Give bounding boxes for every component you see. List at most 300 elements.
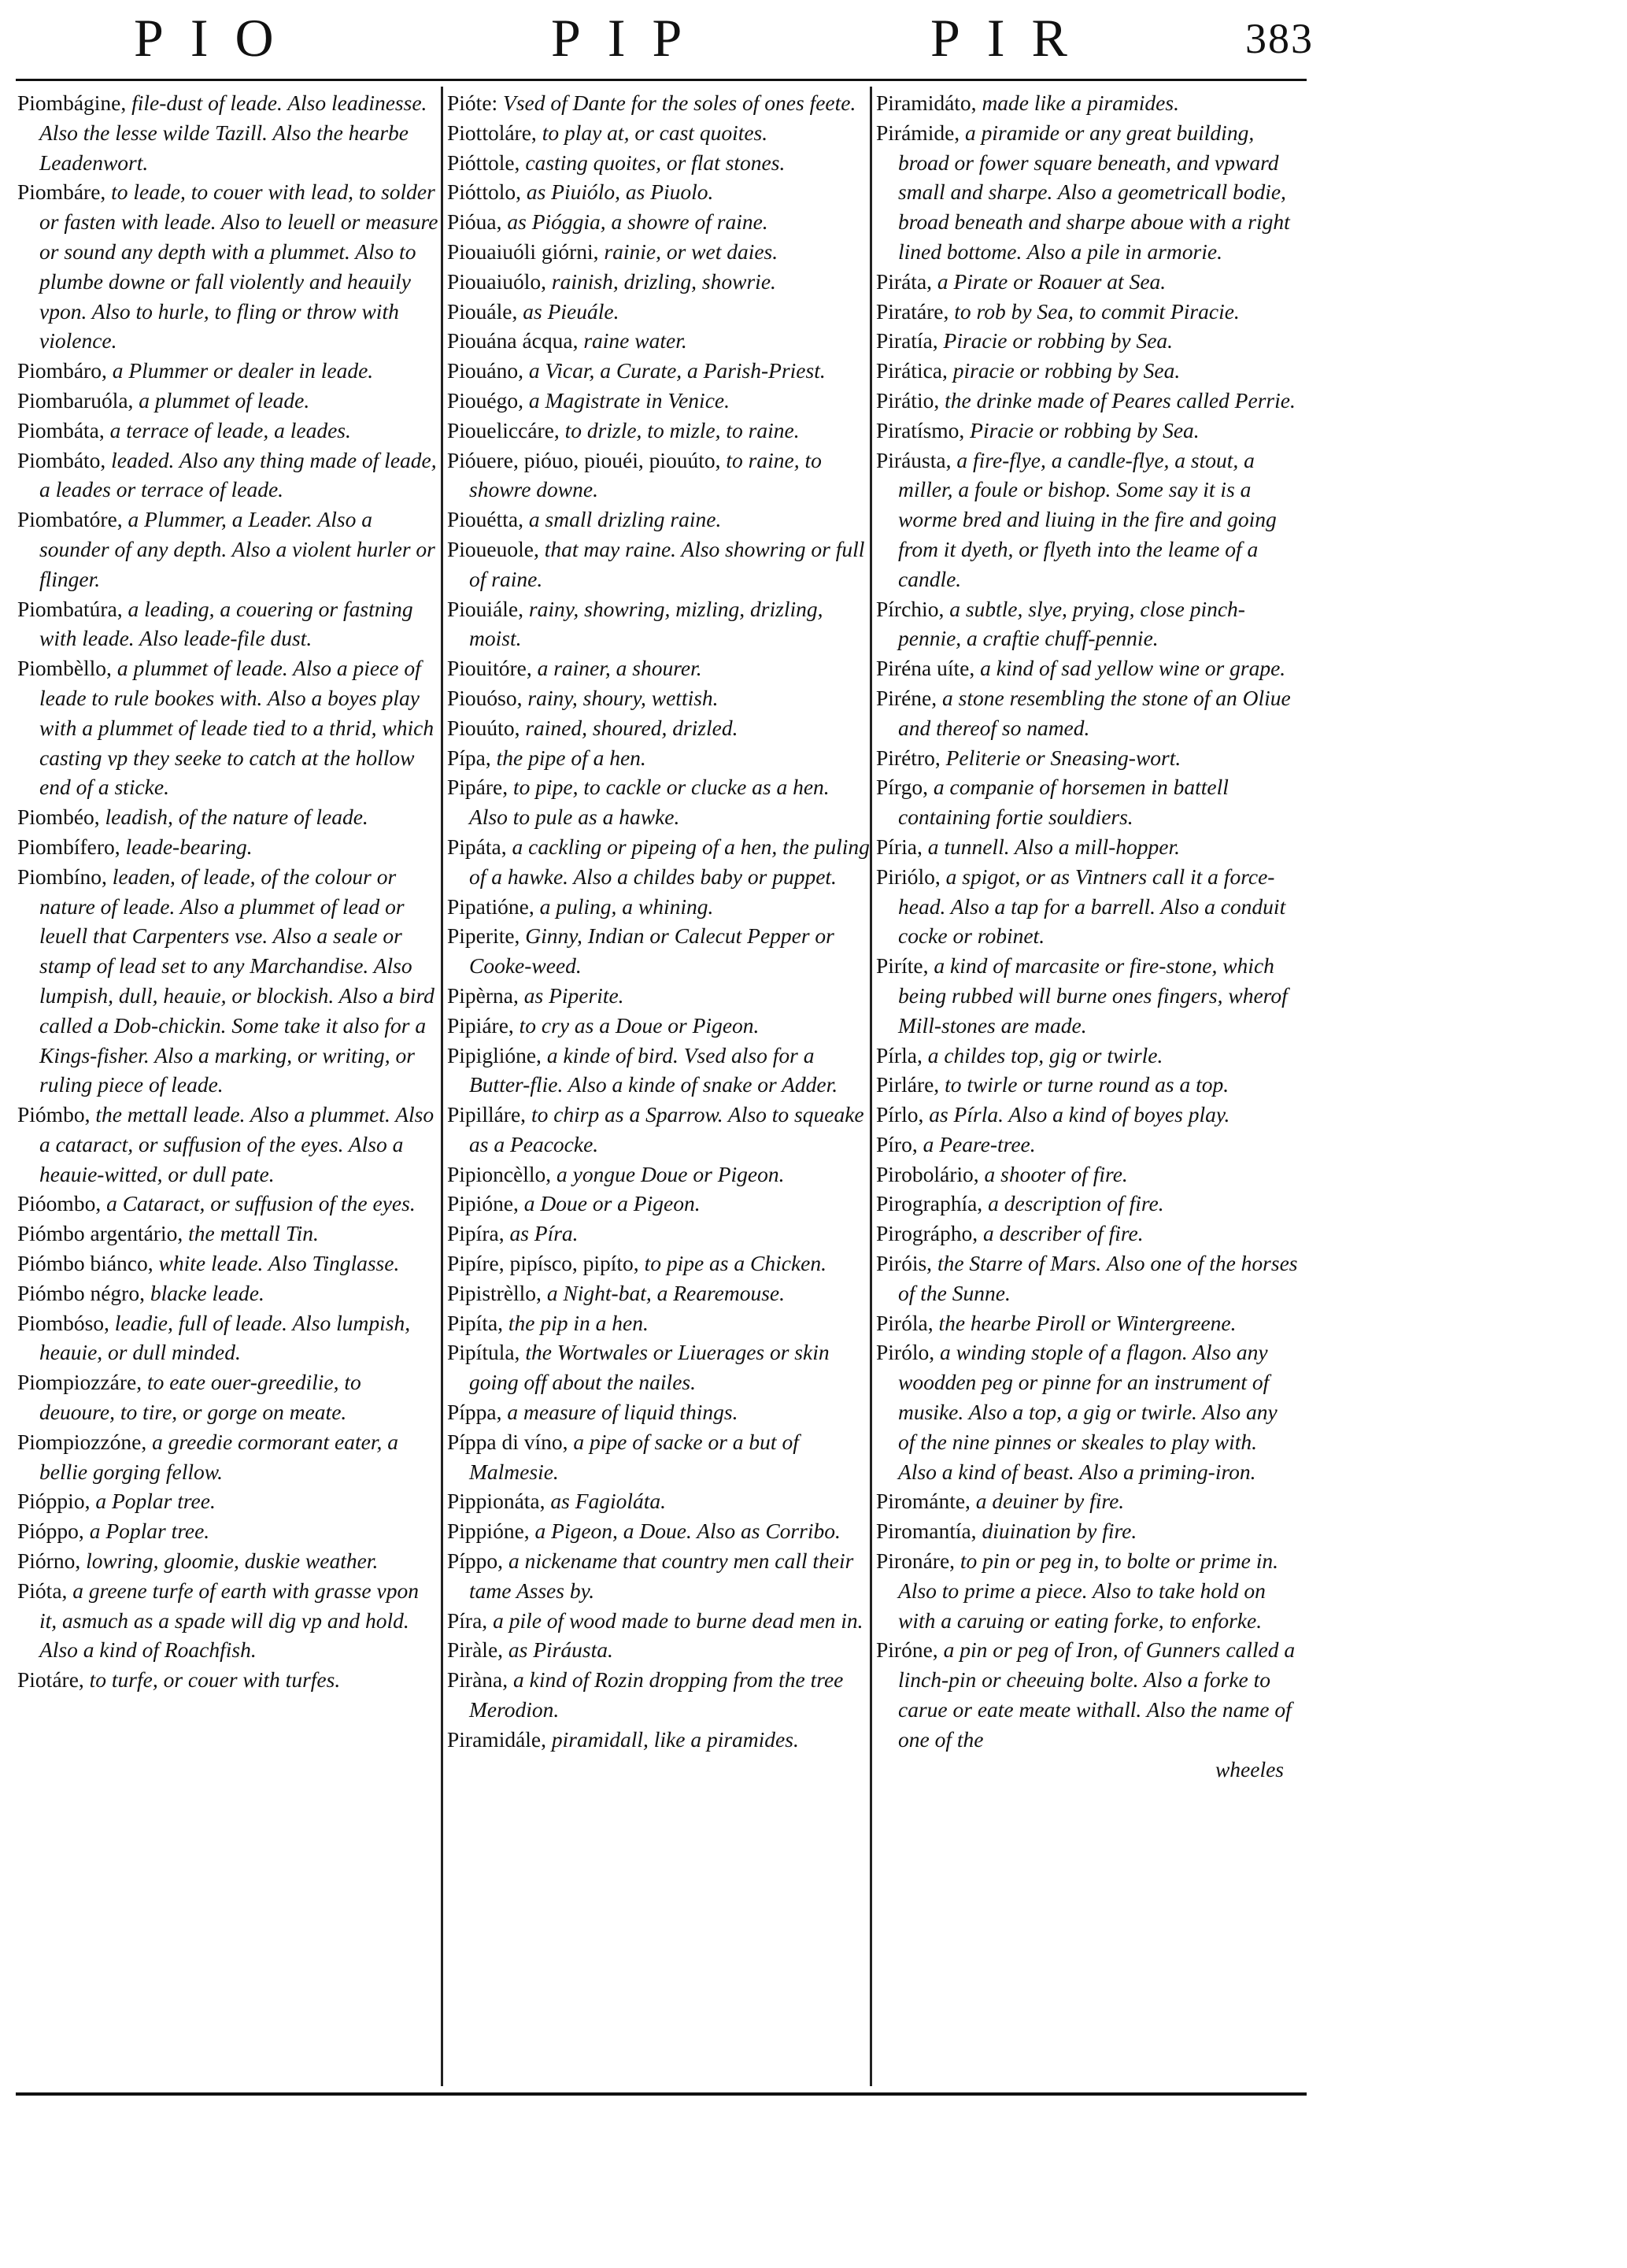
- entry-headword: Pirámide,: [876, 120, 960, 145]
- entry-headword: Piombatóre,: [17, 507, 123, 532]
- entry-definition: a kinde of bird. Vsed also for a Butter-flie. Also a kinde of snake or Adder.: [469, 1042, 838, 1097]
- entry-definition: rainie, or wet daies.: [598, 239, 778, 264]
- entry-definition: a childes top, gig or twirle.: [922, 1042, 1163, 1067]
- dictionary-entry: [447, 683, 871, 713]
- dictionary-entry: [876, 772, 1300, 832]
- dictionary-entry: [17, 802, 441, 832]
- entry-headword: Piouégo,: [447, 387, 524, 413]
- entry-definition: as Píra.: [504, 1221, 579, 1246]
- entry-definition: a Pirate or Roauer at Sea.: [932, 268, 1167, 294]
- entry-definition: a kind of Rozin dropping from the tree Merodion.: [469, 1667, 844, 1722]
- entry-headword: Piramidále,: [447, 1726, 547, 1752]
- entry-definition: to pipe, to cackle or clucke as a hen. Also to pule as a hawke.: [469, 775, 830, 830]
- column-3: [876, 88, 1300, 1784]
- dictionary-entry: [17, 1308, 441, 1368]
- entry-definition: a greedie cormorant eater, a bellie gorging fellow.: [39, 1429, 398, 1484]
- entry-definition: a Pigeon, a Doue. Also as Corribo.: [529, 1519, 841, 1544]
- entry-headword: Piombèllo,: [17, 656, 112, 681]
- entry-headword: Piréna uíte,: [876, 656, 975, 681]
- entry-definition: the drinke made of Peares called Perrie.: [939, 387, 1296, 413]
- entry-headword: Piórno,: [17, 1548, 81, 1574]
- entry-definition: Piracie or robbing by Sea.: [964, 417, 1200, 442]
- entry-definition: the hearbe Piroll or Wintergreene.: [933, 1310, 1237, 1335]
- dictionary-entry: [447, 1516, 871, 1546]
- dictionary-entry: [447, 356, 871, 386]
- entry-headword: Píppa di víno,: [447, 1429, 568, 1454]
- entry-headword: Píria,: [876, 834, 923, 859]
- entry-definition: to eate ouer-greedilie, to deuoure, to tire, or gorge on meate.: [39, 1370, 361, 1425]
- column-1: [17, 88, 441, 1695]
- entry-headword: Pípa,: [447, 745, 491, 770]
- dictionary-entry: [447, 1665, 871, 1725]
- dictionary-entry: [447, 1011, 871, 1041]
- entry-definition: a Vicar, a Curate, a Parish-Priest.: [523, 358, 826, 383]
- entry-definition: as Pírla. Also a kind of boyes play.: [923, 1102, 1230, 1127]
- entry-headword: Piompiozzóne,: [17, 1429, 147, 1454]
- dictionary-entry: [17, 1278, 441, 1308]
- dictionary-entry: [447, 177, 871, 207]
- entry-headword: Pipáta,: [447, 834, 507, 859]
- entry-definition: rainish, drizling, showrie.: [546, 268, 776, 294]
- entry-definition: to pin or peg in, to bolte or prime in. Also to prime a piece. Also to take hold on with a caruing or eating forke, to enforke.: [898, 1548, 1279, 1633]
- entry-headword: Piombaruóla,: [17, 387, 134, 413]
- entry-definition: Peliterie or Sneasing-wort.: [940, 745, 1181, 770]
- entry-definition: as Piuiólo, as Piuolo.: [520, 179, 714, 205]
- entry-definition: piracie or robbing by Sea.: [947, 358, 1181, 383]
- entry-headword: Piráusta,: [876, 447, 952, 472]
- dictionary-entry: [447, 1160, 871, 1189]
- entry-definition: diuination by fire.: [976, 1519, 1137, 1544]
- entry-definition: to cry as a Doue or Pigeon.: [513, 1012, 760, 1038]
- entry-headword: Pírchio,: [876, 596, 945, 621]
- entry-definition: a yongue Doue or Pigeon.: [551, 1161, 785, 1186]
- entry-headword: Píra,: [447, 1608, 488, 1633]
- entry-definition: Piracie or robbing by Sea.: [937, 328, 1174, 353]
- dictionary-entry: [447, 118, 871, 148]
- entry-headword: Pióua,: [447, 209, 502, 235]
- entry-headword: Pipatióne,: [447, 894, 534, 919]
- dictionary-entry: [17, 1576, 441, 1665]
- dictionary-entry: [447, 1427, 871, 1487]
- entry-headword: Piróla,: [876, 1310, 934, 1335]
- dictionary-entry: [17, 1367, 441, 1427]
- entry-headword: Piouáno,: [447, 358, 524, 383]
- entry-headword: Piratísmo,: [876, 417, 965, 442]
- entry-definition: a Magistrate in Venice.: [523, 387, 730, 413]
- entry-definition: blacke leade.: [144, 1280, 264, 1305]
- dictionary-entry: [876, 326, 1300, 356]
- entry-headword: Piombáre,: [17, 179, 106, 205]
- dictionary-entry: [17, 594, 441, 654]
- dictionary-entry: [447, 535, 871, 594]
- entry-headword: Pióppio,: [17, 1489, 91, 1514]
- entry-definition: a Doue or a Pigeon.: [518, 1191, 701, 1216]
- dictionary-entry: [876, 1041, 1300, 1071]
- entry-definition: as Piráusta.: [503, 1637, 613, 1663]
- entry-headword: Pírla,: [876, 1042, 923, 1067]
- entry-definition: a tunnell. Also a mill-hopper.: [922, 834, 1181, 859]
- dictionary-entry: [17, 505, 441, 594]
- entry-definition: piramidall, like a piramides.: [546, 1726, 799, 1752]
- dictionary-entry: [876, 862, 1300, 951]
- entry-definition: the pipe of a hen.: [490, 745, 646, 770]
- dictionary-entry: [447, 505, 871, 535]
- dictionary-entry: [17, 1219, 441, 1249]
- dictionary-entry: [17, 416, 441, 446]
- entry-headword: Piompiozzáre,: [17, 1370, 142, 1395]
- entry-headword: Piouétta,: [447, 507, 524, 532]
- entry-definition: a rainer, a shourer.: [531, 656, 702, 681]
- entry-headword: Piromantía,: [876, 1519, 977, 1544]
- dictionary-entry: [447, 416, 871, 446]
- entry-headword: Píppa,: [447, 1400, 502, 1425]
- entry-definition: to leade, to couer with lead, to solder or fasten with leade. Also to leuell or measure or sound any depth with a plummet. Also to plumbe downe or fall violently and heauily vpon. Also to hurle, to fling or throw with violence.: [39, 179, 438, 353]
- entry-headword: Pipioncèllo,: [447, 1161, 552, 1186]
- entry-definition: rainy, shoury, wettish.: [522, 685, 719, 710]
- dictionary-entry: [17, 1100, 441, 1189]
- page-number: 383: [1245, 15, 1314, 62]
- running-head-left: PIO: [134, 8, 301, 68]
- entry-headword: Pirólo,: [876, 1340, 935, 1365]
- entry-headword: Pipiglióne,: [447, 1042, 542, 1067]
- entry-headword: Piratáre,: [876, 298, 949, 324]
- entry-headword: Piriólo,: [876, 864, 941, 889]
- entry-definition: rained, shoured, drizled.: [520, 715, 738, 740]
- dictionary-entry: [447, 297, 871, 327]
- entry-headword: Pioueuole,: [447, 536, 539, 561]
- entry-headword: Pipíre, pipísco, pipíto,: [447, 1251, 639, 1276]
- entry-definition: leade-bearing.: [120, 834, 253, 859]
- dictionary-entry: [447, 653, 871, 683]
- dictionary-entry: [876, 683, 1300, 743]
- entry-headword: Piramidáto,: [876, 91, 977, 115]
- entry-headword: Piómbo biánco,: [17, 1251, 153, 1276]
- dictionary-entry: [447, 772, 871, 832]
- dictionary-entry: [447, 88, 871, 118]
- entry-definition: a describer of fire.: [978, 1221, 1144, 1246]
- entry-definition: a plummet of leade. Also a piece of leade to rule bookes with. Also a boyes play with a plummet of leade tied to a thrid, which casting vp they seeke to catch at the hollow end of a sticke.: [39, 656, 434, 800]
- entry-headword: Piouaiuólo,: [447, 268, 547, 294]
- dictionary-entry: [876, 297, 1300, 327]
- entry-definition: to turfe, or couer with turfes.: [83, 1667, 341, 1693]
- dictionary-entry: [876, 446, 1300, 594]
- dictionary-entry: [447, 207, 871, 237]
- entry-definition: a deuiner by fire.: [970, 1489, 1125, 1514]
- dictionary-entry: [447, 1606, 871, 1636]
- dictionary-entry: [447, 1486, 871, 1516]
- entry-headword: Piombéo,: [17, 805, 100, 830]
- entry-headword: Pipilláre,: [447, 1102, 527, 1127]
- entry-definition: as Piperite.: [518, 982, 624, 1008]
- entry-definition: as Pióggia, a showre of raine.: [501, 209, 768, 235]
- entry-definition: a kind of marcasite or fire-stone, which being rubbed will burne ones fingers, wherof Mill-stones are made.: [898, 953, 1288, 1038]
- entry-definition: a Poplar tree.: [83, 1519, 210, 1544]
- dictionary-entry: [447, 832, 871, 892]
- dictionary-entry: [447, 237, 871, 267]
- entry-headword: Píppo,: [447, 1548, 504, 1574]
- entry-headword: Piómbo argentário,: [17, 1221, 183, 1246]
- entry-headword: Piouitóre,: [447, 656, 532, 681]
- entry-definition: leadish, of the nature of leade.: [99, 805, 368, 830]
- entry-definition: to play at, or cast quoites.: [536, 120, 768, 145]
- dictionary-entry: [876, 1516, 1300, 1546]
- dictionary-entry: [447, 1249, 871, 1278]
- entry-headword: Piràle,: [447, 1637, 504, 1663]
- entry-headword: Pióta,: [17, 1578, 68, 1603]
- dictionary-entry: [876, 1219, 1300, 1249]
- entry-headword: Piratía,: [876, 328, 938, 353]
- dictionary-entry: [17, 1189, 441, 1219]
- dictionary-entry: [447, 1100, 871, 1160]
- dictionary-entry: [447, 1278, 871, 1308]
- entry-definition: the Wortwales or Liuerages or skin going off about the nailes.: [469, 1340, 830, 1395]
- dictionary-entry: [876, 88, 1300, 118]
- entry-definition: as Pieuále.: [517, 298, 619, 324]
- dictionary-entry: [876, 267, 1300, 297]
- dictionary-entry: [447, 267, 871, 297]
- entry-definition: leaded. Also any thing made of leade, a leades or terrace of leade.: [39, 447, 437, 502]
- dictionary-entry: [447, 446, 871, 505]
- dictionary-entry: [876, 1100, 1300, 1130]
- dictionary-entry: [876, 594, 1300, 654]
- dictionary-entry: [876, 743, 1300, 773]
- entry-definition: a description of fire.: [982, 1191, 1164, 1216]
- dictionary-entry: [876, 386, 1300, 416]
- entry-definition: a subtle, slye, prying, close pinch-pennie, a craftie chuff-pennie.: [898, 596, 1245, 651]
- dictionary-entry: [876, 1546, 1300, 1635]
- entry-definition: a puling, a whining.: [534, 894, 714, 919]
- entry-headword: Pirática,: [876, 358, 948, 383]
- dictionary-entry: [447, 921, 871, 981]
- entry-headword: Pipítula,: [447, 1340, 520, 1365]
- dictionary-entry: [876, 1486, 1300, 1516]
- dictionary-entry: [876, 1189, 1300, 1219]
- entry-headword: Pirátio,: [876, 387, 940, 413]
- dictionary-entry: [876, 1755, 1300, 1785]
- entry-definition: a cackling or pipeing of a hen, the puling of a hawke. Also a childes baby or puppet.: [469, 834, 870, 889]
- footer-rule: [16, 2092, 1307, 2096]
- entry-definition: a leading, a couering or fastning with leade. Also leade-file dust.: [39, 596, 413, 651]
- entry-headword: Pippionáta,: [447, 1489, 545, 1514]
- entry-headword: Piouúto,: [447, 715, 520, 740]
- entry-definition: leadie, full of leade. Also lumpish, heauie, or dull minded.: [39, 1310, 411, 1365]
- entry-headword: Piombífero,: [17, 834, 120, 859]
- entry-headword: Piréne,: [876, 685, 937, 710]
- entry-definition: a kind of sad yellow wine or grape.: [974, 656, 1286, 681]
- entry-headword: Pirográpho,: [876, 1221, 978, 1246]
- entry-headword: Pióombo,: [17, 1191, 102, 1216]
- entry-headword: Pióppo,: [17, 1519, 84, 1544]
- entry-definition: white leade. Also Tinglasse.: [153, 1251, 400, 1276]
- dictionary-entry: [876, 653, 1300, 683]
- entry-definition: raine water.: [578, 328, 687, 353]
- dictionary-entry: [17, 1546, 441, 1576]
- entry-headword: Piombatúra,: [17, 596, 123, 621]
- dictionary-entry: [876, 832, 1300, 862]
- entry-headword: Piombágine,: [17, 91, 127, 115]
- entry-definition: a nickename that country men call their tame Asses by.: [469, 1548, 854, 1603]
- dictionary-entry: [447, 892, 871, 922]
- entry-definition: a pile of wood made to burne dead men in.: [487, 1608, 863, 1633]
- entry-definition: file-dust of leade. Also leadinesse. Also the lesse wilde Tazill. Also the hearbe Leadenwort.: [39, 91, 427, 175]
- entry-headword: Piráta,: [876, 268, 933, 294]
- entry-definition: the Starre of Mars. Also one of the horses of the Sunne.: [898, 1251, 1298, 1305]
- entry-headword: Piouóso,: [447, 685, 523, 710]
- entry-definition: the pip in a hen.: [503, 1310, 649, 1335]
- dictionary-entry: [17, 1427, 441, 1487]
- entry-headword: Piouána ácqua,: [447, 328, 579, 353]
- dictionary-entry: [447, 594, 871, 654]
- dictionary-entry: [447, 1397, 871, 1427]
- dictionary-entry: [876, 416, 1300, 446]
- entry-headword: Piràna,: [447, 1667, 508, 1693]
- entry-definition: a Poplar tree.: [90, 1489, 216, 1514]
- entry-definition: casting quoites, or flat stones.: [520, 150, 786, 175]
- entry-headword: Piríte,: [876, 953, 929, 979]
- entry-definition: a Peare-tree.: [917, 1131, 1036, 1156]
- dictionary-entry: [17, 356, 441, 386]
- dictionary-entry: [447, 1725, 871, 1755]
- column-divider-1: [441, 87, 443, 2086]
- dictionary-entry: [17, 1516, 441, 1546]
- dictionary-entry: [447, 743, 871, 773]
- dictionary-entry: [17, 862, 441, 1100]
- entry-definition: a companie of horsemen in battell containing fortie souldiers.: [898, 775, 1229, 830]
- entry-definition: leaden, of leade, of the colour or nature of leade. Also a plummet of lead or leuell that Carpenters vse. Also a seale or stamp of lead set to any Marchandise. Also lumpish, dull, heauie, or blockish. Also a bird called a Dob-chickin. Some take it also for a Kings-fisher. Also a marking, or writing, or ruling piece of leade.: [39, 864, 434, 1097]
- dictionary-entry: [17, 832, 441, 862]
- entry-definition: lowring, gloomie, duskie weather.: [80, 1548, 379, 1574]
- dictionary-entry: [447, 713, 871, 743]
- running-head-right: PIR: [930, 8, 1094, 68]
- entry-headword: Piróne,: [876, 1637, 938, 1663]
- entry-headword: Pírlo,: [876, 1102, 924, 1127]
- dictionary-entry: [876, 1130, 1300, 1160]
- entry-definition: to chirp as a Sparrow. Also to squeake as a Peacocke.: [469, 1102, 864, 1156]
- entry-headword: Pióte:: [447, 91, 498, 115]
- dictionary-entry: [876, 118, 1300, 267]
- entry-headword: Pirománte,: [876, 1489, 971, 1514]
- dictionary-entry: [17, 88, 441, 177]
- entry-definition: a plummet of leade.: [133, 387, 310, 413]
- dictionary-entry: [447, 1337, 871, 1397]
- entry-definition: to twirle or turne round as a top.: [939, 1072, 1229, 1097]
- entry-headword: Pipiáre,: [447, 1012, 514, 1038]
- entry-definition: a shooter of fire.: [978, 1161, 1128, 1186]
- entry-definition: a terrace of leade, a leades.: [104, 417, 351, 442]
- entry-headword: Piombóso,: [17, 1310, 109, 1335]
- dictionary-entry: [876, 1249, 1300, 1308]
- dictionary-entry: [447, 1041, 871, 1101]
- entry-headword: Piouiále,: [447, 596, 524, 621]
- entry-headword: Piombáta,: [17, 417, 105, 442]
- entry-headword: Piottoláre,: [447, 120, 537, 145]
- entry-headword: Pióuere, pióuo, piouéi, piouúto,: [447, 447, 721, 472]
- entry-headword: Pírgo,: [876, 775, 928, 800]
- entry-definition: a small drizling raine.: [523, 507, 722, 532]
- dictionary-entry: [17, 446, 441, 505]
- entry-definition: a greene turfe of earth with grasse vpon it, asmuch as a spade will dig vp and hold. Also a kind of Roachfish.: [39, 1578, 419, 1663]
- dictionary-entry: [17, 1249, 441, 1278]
- entry-definition: made like a piramides.: [976, 91, 1179, 115]
- entry-definition: to drizle, to mizle, to raine.: [559, 417, 800, 442]
- entry-definition: to raine, to showre downe.: [469, 447, 822, 502]
- entry-headword: Pirétro,: [876, 745, 941, 770]
- entry-definition: a piramide or any great building, broad or fower square beneath, and vpward small and sharpe. Also a geometricall bodie, broad beneath and sharpe aboue with a right lined bottome. Also a pile in armorie.: [898, 120, 1290, 264]
- entry-definition: the mettall Tin.: [183, 1221, 319, 1246]
- entry-headword: Píro,: [876, 1131, 918, 1156]
- dictionary-entry: [876, 1070, 1300, 1100]
- entry-definition: that may raine. Also showring or full of raine.: [469, 536, 865, 591]
- entry-definition: a stone resembling the stone of an Oliue and thereof so named.: [898, 685, 1291, 740]
- entry-headword: Piombáto,: [17, 447, 106, 472]
- dictionary-entry: [447, 148, 871, 178]
- entry-headword: Pirláre,: [876, 1072, 940, 1097]
- entry-definition: a spigot, or as Vintners call it a force-head. Also a tap for a barrell. Also a conduit cocke or robinet.: [898, 864, 1286, 949]
- entry-definition: a Plummer, a Leader. Also a sounder of any depth. Also a violent hurler or flinger.: [39, 507, 435, 591]
- entry-headword: Pirobolário,: [876, 1161, 979, 1186]
- entry-definition: a winding stople of a flagon. Also any woodden peg or pinne for an instrument of musike. Also a top, a gig or twirle. Also any of the nine pinnes or skeales to play with. Also a kind of beast. Also a priming-iron.: [898, 1340, 1278, 1484]
- entry-headword: Pipíra,: [447, 1221, 505, 1246]
- entry-headword: Pipióne,: [447, 1191, 519, 1216]
- entry-headword: Pirographía,: [876, 1191, 983, 1216]
- dictionary-entry: [876, 1160, 1300, 1189]
- entry-definition: a Night-bat, a Rearemouse.: [541, 1280, 786, 1305]
- entry-definition: wheeles: [1215, 1756, 1284, 1781]
- entry-definition: Ginny, Indian or Calecut Pepper or Cooke-weed.: [469, 923, 834, 979]
- entry-definition: a pipe of sacke or a but of Malmesie.: [469, 1429, 799, 1484]
- entry-definition: a Cataract, or suffusion of the eyes.: [101, 1191, 416, 1216]
- dictionary-entry: [447, 1308, 871, 1338]
- column-2: [447, 88, 871, 1755]
- entry-headword: Piombáro,: [17, 358, 107, 383]
- dictionary-entry: [876, 1308, 1300, 1338]
- entry-headword: Pipáre,: [447, 775, 508, 800]
- dictionary-entry: [876, 356, 1300, 386]
- dictionary-entry: [447, 1219, 871, 1249]
- entry-definition: a fire-flye, a candle-flye, a stout, a miller, a foule or bishop. Some say it is a worme bred and liuing in the fire and going from it dyeth, or flyeth into the leame of a candle.: [898, 447, 1277, 591]
- entry-headword: Piotáre,: [17, 1667, 84, 1693]
- dictionary-entry: [876, 1337, 1300, 1486]
- header-rule: [16, 79, 1307, 81]
- dictionary-entry: [447, 386, 871, 416]
- entry-headword: Pippióne,: [447, 1519, 530, 1544]
- dictionary-entry: [17, 386, 441, 416]
- entry-definition: rainy, showring, mizling, drizling, moist.: [469, 596, 823, 651]
- entry-headword: Pióttole,: [447, 150, 520, 175]
- entry-headword: Piombíno,: [17, 864, 107, 889]
- entry-headword: Pironáre,: [876, 1548, 956, 1574]
- entry-definition: Vsed of Dante for the soles of ones feete.: [497, 91, 856, 115]
- entry-definition: a pin or peg of Iron, of Gunners called a linch-pin or cheeuing bolte. Also a forke to carue or eate meate withall. Also the name of one of the: [898, 1637, 1296, 1752]
- dictionary-entry: [447, 1635, 871, 1665]
- entry-headword: Pioueliccáre,: [447, 417, 560, 442]
- dictionary-entry: [447, 981, 871, 1011]
- entry-definition: to rob by Sea, to commit Piracie.: [948, 298, 1240, 324]
- dictionary-entry: [447, 326, 871, 356]
- dictionary-entry: [17, 653, 441, 802]
- entry-headword: Piróis,: [876, 1251, 933, 1276]
- dictionary-entry: [447, 1546, 871, 1606]
- running-head-center: PIP: [551, 8, 709, 68]
- entry-headword: Piperite,: [447, 923, 520, 949]
- entry-definition: to pipe as a Chicken.: [638, 1251, 826, 1276]
- entry-definition: a measure of liquid things.: [501, 1400, 738, 1425]
- entry-definition: the mettall leade. Also a plummet. Also a cataract, or suffusion of the eyes. Also a heauie-witted, or dull pate.: [39, 1102, 434, 1186]
- entry-definition: a Plummer or dealer in leade.: [106, 358, 374, 383]
- dictionary-entry: [17, 1665, 441, 1695]
- entry-headword: Pipíta,: [447, 1310, 504, 1335]
- entry-headword: Piouaiuóli giórni,: [447, 239, 599, 264]
